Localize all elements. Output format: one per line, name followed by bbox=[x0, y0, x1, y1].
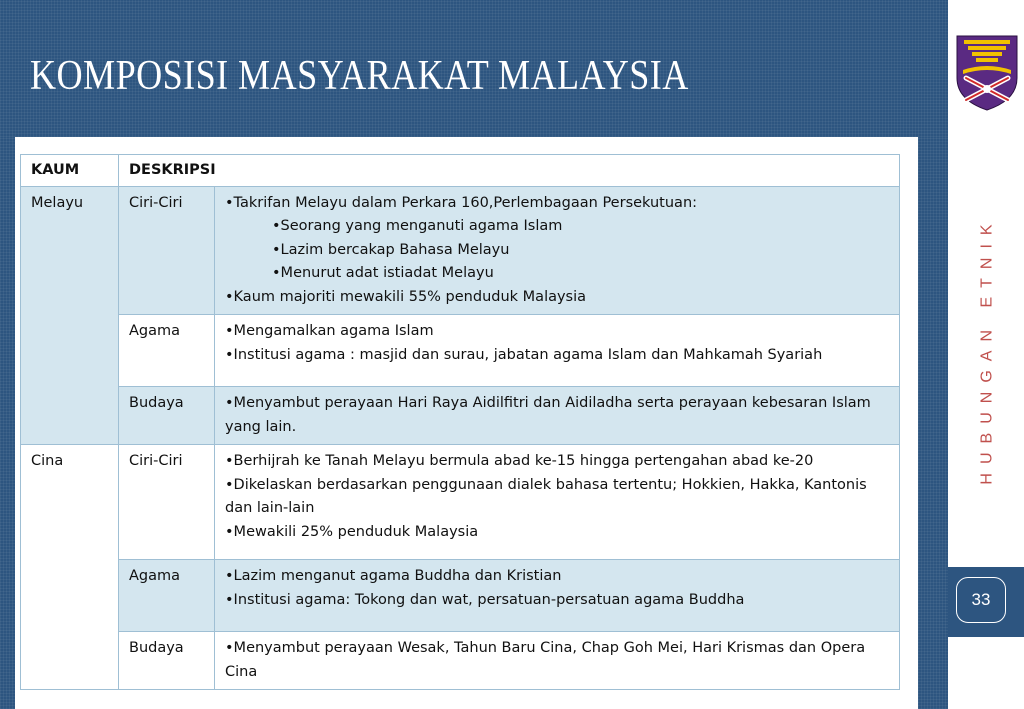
description-cell bbox=[215, 445, 900, 560]
description-line: •Kaum majoriti mewakili 55% penduduk Malaysia bbox=[225, 288, 587, 305]
ethnic-composition-table bbox=[20, 154, 900, 690]
sub-agama: Agama bbox=[119, 560, 215, 632]
sub-budaya: Budaya bbox=[119, 632, 215, 690]
description-line: •Institusi agama : masjid dan surau, jabatan agama Islam dan Mahkamah Syariah bbox=[225, 346, 823, 363]
table-row bbox=[21, 387, 900, 445]
description-line: •Lazim menganut agama Buddha dan Kristian bbox=[225, 568, 562, 584]
description-cell bbox=[215, 186, 900, 315]
description-line: •Berhijrah ke Tanah Melayu bermula abad ke-15 hingga pertengahan abad ke-20 bbox=[225, 453, 814, 469]
description-line: •Dikelaskan berdasarkan penggunaan dialek bahasa tertentu; Hokkien, Hakka, Kantonis dan lain-lain bbox=[225, 476, 867, 516]
page-number: 33 bbox=[956, 577, 1006, 623]
table-row bbox=[21, 560, 900, 632]
table-row bbox=[21, 445, 900, 560]
description-line: •Mengamalkan agama Islam bbox=[225, 323, 434, 339]
sub-ciri-ciri: Ciri-Ciri bbox=[119, 186, 215, 315]
kaum-cina: Cina bbox=[21, 445, 119, 690]
page-number-box bbox=[948, 567, 1024, 637]
description-line: •Lazim bercakap Bahasa Melayu bbox=[272, 241, 510, 258]
sub-agama: Agama bbox=[119, 315, 215, 387]
description-line: •Menyambut perayaan Hari Raya Aidilfitri dan Aidiladha serta perayaan kebesaran Islam yang lain. bbox=[225, 395, 871, 435]
description-line: •Menurut adat istiadat Melayu bbox=[272, 265, 494, 281]
description-cell bbox=[215, 632, 900, 690]
page-title: KOMPOSISI MASYARAKAT MALAYSIA bbox=[30, 53, 689, 99]
table-row bbox=[21, 632, 900, 690]
table-row bbox=[21, 186, 900, 315]
description-cell bbox=[215, 387, 900, 445]
sub-ciri-ciri: Ciri-Ciri bbox=[119, 445, 215, 560]
header-deskripsi: DESKRIPSI bbox=[119, 155, 900, 187]
side-label-text: HUBUNGAN ETNIK bbox=[979, 215, 996, 485]
description-line: •Institusi agama: Tokong dan wat, persatuan-persatuan agama Buddha bbox=[225, 591, 745, 608]
table-row bbox=[21, 315, 900, 387]
side-label bbox=[968, 200, 1008, 500]
description-line: •Takrifan Melayu dalam Perkara 160,Perlembagaan Persekutuan: bbox=[225, 194, 698, 211]
description-cell bbox=[215, 560, 900, 632]
right-decor-strip bbox=[918, 137, 948, 709]
description-line: •Mewakili 25% penduduk Malaysia bbox=[225, 523, 479, 540]
left-decor-strip bbox=[0, 137, 15, 709]
kaum-melayu: Melayu bbox=[21, 186, 119, 445]
description-cell bbox=[215, 315, 900, 387]
header-kaum: KAUM bbox=[21, 155, 119, 187]
table-header-row bbox=[21, 155, 900, 187]
description-line: •Menyambut perayaan Wesak, Tahun Baru Cina, Chap Goh Mei, Hari Krismas dan Opera Cina bbox=[225, 640, 866, 680]
description-line: •Seorang yang menganuti agama Islam bbox=[272, 218, 563, 234]
university-crest-icon bbox=[954, 34, 1020, 112]
sub-budaya: Budaya bbox=[119, 387, 215, 445]
